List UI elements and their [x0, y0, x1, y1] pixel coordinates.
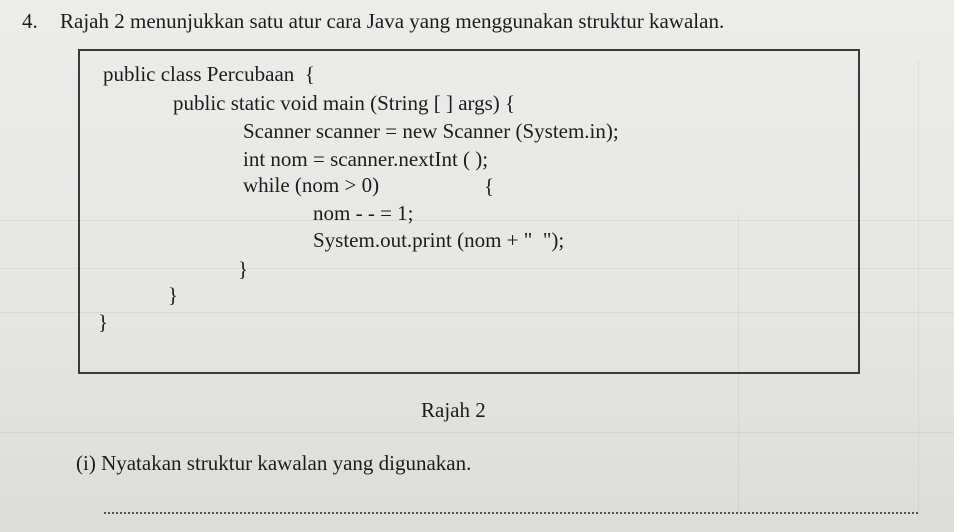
figure-caption: Rajah 2: [421, 398, 486, 422]
code-line-while-open-brace: {: [484, 174, 495, 198]
code-line-class-declaration: public class Percubaan {: [103, 62, 315, 86]
question-text: Rajah 2 menunjukkan satu atur cara Java yang menggunakan struktur kawalan.: [60, 9, 725, 33]
answer-dotted-line: [104, 512, 918, 514]
code-line-int-declaration: int nom = scanner.nextInt ( );: [243, 147, 489, 171]
code-line-print-statement: System.out.print (nom + " ");: [313, 228, 565, 252]
code-line-scanner-init: Scanner scanner = new Scanner (System.in);: [243, 119, 619, 143]
code-line-main-method: public static void main (String [ ] args) {: [173, 91, 516, 115]
question-number: 4.: [22, 9, 38, 33]
code-line-main-close-brace: }: [168, 283, 179, 307]
code-line-decrement: nom - - = 1;: [313, 201, 414, 225]
show-through-line: [0, 432, 954, 433]
code-line-while-condition: while (nom > 0): [243, 173, 380, 197]
code-line-while-close-brace: }: [238, 257, 249, 281]
show-through-line: [918, 60, 919, 520]
code-line-class-close-brace: }: [98, 310, 109, 334]
sub-question-text: (i) Nyatakan struktur kawalan yang digunakan.: [76, 451, 472, 475]
